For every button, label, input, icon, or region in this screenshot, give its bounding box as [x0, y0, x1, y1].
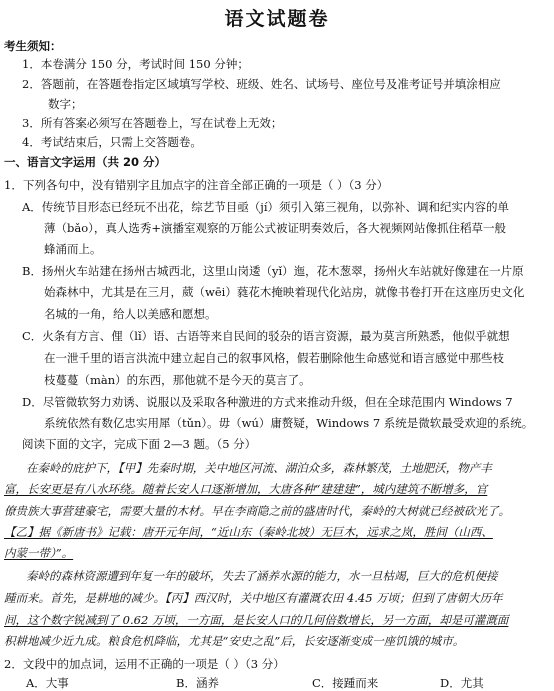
option-a: A．大事 — [26, 676, 69, 690]
option-b-line: 名城的一角，给人以美感和愿想。 — [44, 307, 217, 321]
passage-line: 内蒙一带）”。 — [4, 546, 74, 560]
notice-item: 3．所有答案必须写在答题卷上，写在试卷上无效； — [22, 116, 283, 130]
option-a-line: A．传统节目形态已经玩不出花，综艺节目亟（jí）须引入第三视角，以弥补、调和纪实内容的单 — [22, 200, 510, 214]
section-heading: 一、语言文字运用（共 20 分） — [4, 155, 167, 169]
passage-line: 踵而来。首先，是耕地的减少。【丙】西汉时，关中地区有灌溉农田 4.45 万顷；但到了唐朝大历年 — [4, 591, 503, 605]
notice-item: 2．答题前，在答题卷指定区域填写学校、班级、姓名、试场号、座位号及准考证号并填涂相应 — [22, 77, 501, 91]
option-d: D．尤其 — [440, 676, 484, 690]
option-d-line: D．尽管微软努力劝诱、说服以及采取各种激进的方式来推动升级，但在全球范围内 Windows 7 — [22, 395, 513, 409]
passage-line: 富，长安更是有八水环绕。随着长安人口逐渐增加，大唐各种“建建建”，城内建筑不断增多，官 — [4, 482, 488, 496]
passage-line: 【乙】据《新唐书》记载：唐开元年间，“近山东（秦岭北坡）无巨木，远求之岚，胜间（山西、 — [4, 525, 493, 539]
option-b: B．涵养 — [176, 676, 219, 690]
reading-intro: 阅读下面的文字，完成下面 2—3 题。（5 分） — [22, 437, 257, 451]
page-title: 语文试题卷 — [224, 8, 330, 30]
question-stem: 1．下列各句中，没有错别字且加点字的注音全部正确的一项是（ ）（3 分） — [4, 178, 389, 192]
option-c-line: 枝蔓蔓（màn）的东西，那他就不是今天的莫言了。 — [44, 373, 311, 387]
notice-item: 数字； — [48, 97, 83, 111]
option-c-line: 在一泄千里的语言洪流中建立起自己的叙事风格，假若删除他生命感觉和语言感觉中那些枝 — [44, 351, 504, 365]
notice-item: 1．本卷满分 150 分，考试时间 150 分钟； — [22, 57, 249, 71]
passage-line: 秦岭的森林资源遭到年复一年的破坏，失去了涵养水源的能力，水一旦枯竭，巨大的危机便接 — [26, 569, 498, 583]
question-stem: 2．文段中的加点词，运用不正确的一项是（ ）（3 分） — [4, 657, 285, 671]
option-a-line: 薄（bǎo），真人选秀+演播室观察的万能公式被证明奏效后，各大视频网站像抓住稻草一般 — [44, 221, 507, 235]
option-c: C．接踵而来 — [312, 676, 379, 690]
notice-heading: 考生须知： — [4, 39, 62, 53]
passage-line: 在秦岭的庇护下，【甲】先秦时期，关中地区河流、湖泊众多，森林繁茂，土地肥沃，物产丰 — [26, 461, 492, 475]
passage-line: 僚贵族大事营建豪宅，需要大量的木材。早在李商隐之前的盛唐时代，秦岭的大树就已经被砍光了。 — [4, 504, 510, 518]
option-a-line: 蜂涌而上。 — [44, 242, 102, 256]
notice-item: 4．考试结束后，只需上交答题卷。 — [22, 135, 202, 149]
option-b-line: B．扬州火车站建在扬州古城西北，这里山岗逶（yǐ）迤，花木葱翠，扬州火车站就好像建在一片原 — [22, 264, 524, 278]
option-c-line: C．火条有方言、俚（lǐ）语、古语等来自民间的驳杂的语言资源，最为莫言所熟悉，他似乎就想 — [22, 329, 510, 343]
passage-line: 积耕地减少近九成。粮食危机降临，尤其是“安史之乱”后，长安逐渐变成一座饥饿的城市。 — [4, 634, 465, 648]
option-b-line: 始森林中，尤其是在三月，葳（wēi）蕤花木掩映着现代化站房，就像书卷打开在这座历史文化 — [44, 285, 525, 299]
passage-line: 间，这个数字锐减到了 0.62 万顷，一方面，是长安人口的几何倍数增长，另一方面，却是可灌溉面 — [4, 613, 509, 627]
option-d-line: 系统依然有数亿忠实用犀（tǔn）。毋（wú）庸赘疑，Windows 7 系统是微软最受欢迎的系统。 — [44, 416, 534, 430]
